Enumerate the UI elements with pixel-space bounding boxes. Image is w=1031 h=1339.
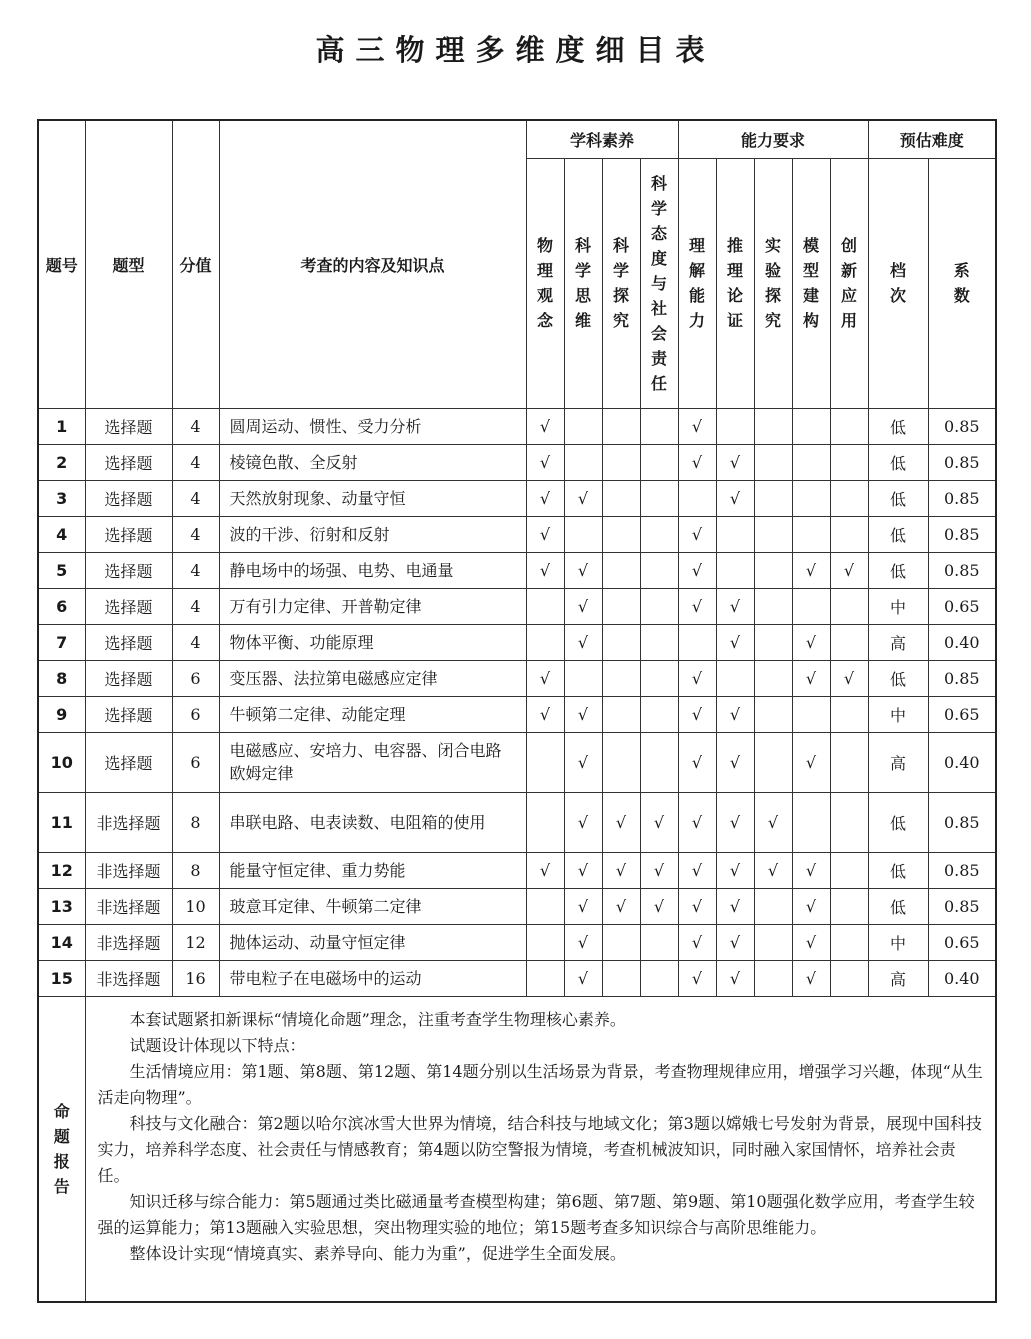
- header-content: 考查的内容及知识点: [219, 120, 526, 408]
- row-no: 10: [38, 732, 85, 792]
- row-type: 选择题: [85, 480, 172, 516]
- check-cell: [640, 516, 678, 552]
- check-cell: [830, 792, 868, 852]
- row-coefficient: 0.85: [928, 792, 996, 852]
- report-paragraph: 科技与文化融合：第2题以哈尔滨冰雪大世界为情境，结合科技与地域文化；第3题以嫦娥七号发射为背景，展现中国科技实力，培养科学态度、社会责任与情感教育；第4题以防空警报为情境，考查机械波知识，同时融入家国情怀，培养社会责任。: [97, 1113, 982, 1185]
- row-score: 12: [172, 924, 219, 960]
- row-score: 4: [172, 480, 219, 516]
- check-cell: [602, 732, 640, 792]
- header-group-literacy: 学科素养: [526, 120, 678, 158]
- check-cell: [716, 516, 754, 552]
- check-mark: √: [716, 624, 754, 660]
- row-level: 低: [868, 516, 928, 552]
- header-modeling: 模型建构: [792, 158, 830, 408]
- check-mark: √: [564, 960, 602, 996]
- row-content: 串联电路、电表读数、电阻箱的使用: [219, 792, 526, 852]
- check-mark: √: [792, 732, 830, 792]
- check-cell: [640, 660, 678, 696]
- check-cell: [640, 732, 678, 792]
- check-mark: √: [564, 852, 602, 888]
- row-level: 低: [868, 480, 928, 516]
- check-mark: √: [564, 624, 602, 660]
- table-row: [38, 480, 996, 516]
- check-mark: √: [564, 696, 602, 732]
- check-cell: [792, 588, 830, 624]
- row-content: 波的干涉、衍射和反射: [219, 516, 526, 552]
- check-cell: [602, 696, 640, 732]
- check-cell: [564, 516, 602, 552]
- check-mark: √: [754, 792, 792, 852]
- check-cell: [602, 408, 640, 444]
- row-coefficient: 0.40: [928, 960, 996, 996]
- row-content: 抛体运动、动量守恒定律: [219, 924, 526, 960]
- header-physics-concept: 物理观念: [526, 158, 564, 408]
- table-row: [38, 960, 996, 996]
- header-scientific-thinking: 科学思维: [564, 158, 602, 408]
- check-mark: √: [792, 552, 830, 588]
- row-level: 低: [868, 792, 928, 852]
- row-content: 圆周运动、惯性、受力分析: [219, 408, 526, 444]
- check-cell: [830, 408, 868, 444]
- row-coefficient: 0.65: [928, 924, 996, 960]
- table-row: [38, 552, 996, 588]
- check-cell: [602, 924, 640, 960]
- report-label: 命题报告: [38, 996, 85, 1302]
- row-type: 非选择题: [85, 924, 172, 960]
- check-cell: [602, 660, 640, 696]
- check-cell: [526, 624, 564, 660]
- check-cell: [602, 960, 640, 996]
- row-content: 带电粒子在电磁场中的运动: [219, 960, 526, 996]
- table-row: [38, 408, 996, 444]
- check-mark: √: [678, 660, 716, 696]
- row-type: 选择题: [85, 660, 172, 696]
- row-level: 低: [868, 444, 928, 480]
- check-cell: [792, 408, 830, 444]
- row-coefficient: 0.65: [928, 696, 996, 732]
- check-mark: √: [564, 792, 602, 852]
- check-mark: √: [678, 888, 716, 924]
- check-cell: [830, 732, 868, 792]
- check-cell: [640, 588, 678, 624]
- check-mark: √: [830, 552, 868, 588]
- row-no: 7: [38, 624, 85, 660]
- table-row: [38, 444, 996, 480]
- row-type: 非选择题: [85, 960, 172, 996]
- header-experiment: 实验探究: [754, 158, 792, 408]
- check-cell: [792, 792, 830, 852]
- check-mark: √: [716, 480, 754, 516]
- check-cell: [830, 924, 868, 960]
- check-mark: √: [716, 732, 754, 792]
- row-type: 选择题: [85, 624, 172, 660]
- row-score: 4: [172, 444, 219, 480]
- row-content: 万有引力定律、开普勒定律: [219, 588, 526, 624]
- check-mark: √: [792, 960, 830, 996]
- check-cell: [754, 444, 792, 480]
- check-mark: √: [678, 960, 716, 996]
- header-type: 题型: [85, 120, 172, 408]
- row-no: 5: [38, 552, 85, 588]
- row-coefficient: 0.85: [928, 444, 996, 480]
- check-cell: [716, 660, 754, 696]
- check-cell: [830, 888, 868, 924]
- check-cell: [792, 480, 830, 516]
- row-type: 选择题: [85, 516, 172, 552]
- check-cell: [602, 588, 640, 624]
- check-cell: [754, 516, 792, 552]
- row-type: 选择题: [85, 732, 172, 792]
- check-cell: [526, 732, 564, 792]
- check-cell: [526, 888, 564, 924]
- check-cell: [640, 480, 678, 516]
- header-coefficient: 系数: [928, 158, 996, 408]
- row-content: 静电场中的场强、电势、电通量: [219, 552, 526, 588]
- header-level: 档次: [868, 158, 928, 408]
- check-mark: √: [678, 552, 716, 588]
- row-no: 9: [38, 696, 85, 732]
- check-mark: √: [792, 660, 830, 696]
- header-group-difficulty: 预估难度: [868, 120, 996, 158]
- row-type: 非选择题: [85, 888, 172, 924]
- row-level: 中: [868, 588, 928, 624]
- header-score: 分值: [172, 120, 219, 408]
- check-mark: √: [640, 852, 678, 888]
- check-cell: [678, 624, 716, 660]
- table-row: [38, 588, 996, 624]
- check-cell: [792, 444, 830, 480]
- check-cell: [754, 696, 792, 732]
- check-cell: [830, 444, 868, 480]
- check-mark: √: [754, 852, 792, 888]
- header-row-groups: [38, 120, 996, 158]
- check-mark: √: [678, 732, 716, 792]
- row-coefficient: 0.85: [928, 660, 996, 696]
- check-mark: √: [526, 408, 564, 444]
- header-reasoning: 推理论证: [716, 158, 754, 408]
- check-mark: √: [716, 696, 754, 732]
- table-row: [38, 924, 996, 960]
- spec-table: [37, 119, 997, 1303]
- table-row: [38, 696, 996, 732]
- check-mark: √: [564, 480, 602, 516]
- check-mark: √: [716, 792, 754, 852]
- header-understanding: 理解能力: [678, 158, 716, 408]
- check-mark: √: [716, 924, 754, 960]
- check-cell: [754, 888, 792, 924]
- check-cell: [602, 552, 640, 588]
- check-cell: [716, 408, 754, 444]
- row-no: 13: [38, 888, 85, 924]
- row-content: 棱镜色散、全反射: [219, 444, 526, 480]
- check-mark: √: [792, 924, 830, 960]
- row-score: 4: [172, 624, 219, 660]
- check-cell: [640, 408, 678, 444]
- row-no: 11: [38, 792, 85, 852]
- check-mark: √: [526, 660, 564, 696]
- check-cell: [526, 924, 564, 960]
- check-cell: [602, 516, 640, 552]
- check-cell: [526, 960, 564, 996]
- check-mark: √: [564, 732, 602, 792]
- check-mark: √: [526, 696, 564, 732]
- row-coefficient: 0.85: [928, 852, 996, 888]
- row-no: 6: [38, 588, 85, 624]
- check-cell: [526, 792, 564, 852]
- check-cell: [640, 924, 678, 960]
- table-row: [38, 852, 996, 888]
- check-mark: √: [678, 444, 716, 480]
- report-row: [38, 996, 996, 1302]
- check-cell: [564, 444, 602, 480]
- header-scientific-inquiry: 科学探究: [602, 158, 640, 408]
- check-mark: √: [716, 960, 754, 996]
- header-no: 题号: [38, 120, 85, 408]
- check-cell: [754, 732, 792, 792]
- check-mark: √: [564, 924, 602, 960]
- check-mark: √: [678, 924, 716, 960]
- check-mark: √: [564, 888, 602, 924]
- check-cell: [678, 480, 716, 516]
- check-mark: √: [526, 444, 564, 480]
- check-cell: [526, 588, 564, 624]
- report-body: [85, 996, 996, 1302]
- row-level: 低: [868, 852, 928, 888]
- check-mark: √: [602, 792, 640, 852]
- check-cell: [830, 588, 868, 624]
- check-mark: √: [526, 516, 564, 552]
- row-no: 4: [38, 516, 85, 552]
- row-type: 选择题: [85, 588, 172, 624]
- check-mark: √: [526, 552, 564, 588]
- table-row: [38, 660, 996, 696]
- row-content: 变压器、法拉第电磁感应定律: [219, 660, 526, 696]
- table-row: [38, 732, 996, 792]
- row-no: 8: [38, 660, 85, 696]
- row-no: 2: [38, 444, 85, 480]
- check-cell: [754, 924, 792, 960]
- row-content: 天然放射现象、动量守恒: [219, 480, 526, 516]
- row-coefficient: 0.40: [928, 732, 996, 792]
- check-mark: √: [526, 852, 564, 888]
- check-cell: [792, 696, 830, 732]
- check-mark: √: [678, 696, 716, 732]
- row-level: 低: [868, 408, 928, 444]
- row-level: 高: [868, 732, 928, 792]
- report-paragraph: 生活情境应用：第1题、第8题、第12题、第14题分别以生活场景为背景，考查物理规律应用，增强学习兴趣，体现“从生活走向物理”。: [97, 1061, 983, 1107]
- page-title: 高三物理多维度细目表: [315, 33, 716, 67]
- check-cell: [602, 444, 640, 480]
- check-cell: [792, 516, 830, 552]
- check-mark: √: [830, 660, 868, 696]
- check-cell: [754, 552, 792, 588]
- report-paragraph: 知识迁移与综合能力：第5题通过类比磁通量考查模型构建；第6题、第7题、第9题、第10题强化数学应用，考查学生较强的运算能力；第13题融入实验思想，突出物理实验的地位；第15题考查多知识综合与高阶思维能力。: [97, 1191, 975, 1237]
- header-group-ability: 能力要求: [678, 120, 868, 158]
- check-mark: √: [602, 888, 640, 924]
- check-cell: [830, 480, 868, 516]
- check-mark: √: [678, 408, 716, 444]
- row-level: 中: [868, 696, 928, 732]
- check-mark: √: [640, 792, 678, 852]
- table-row: [38, 516, 996, 552]
- check-mark: √: [716, 444, 754, 480]
- check-mark: √: [792, 624, 830, 660]
- check-cell: [640, 624, 678, 660]
- check-cell: [564, 408, 602, 444]
- check-mark: √: [678, 516, 716, 552]
- row-coefficient: 0.85: [928, 516, 996, 552]
- row-content: 物体平衡、功能原理: [219, 624, 526, 660]
- row-score: 4: [172, 516, 219, 552]
- row-coefficient: 0.65: [928, 588, 996, 624]
- check-mark: √: [716, 852, 754, 888]
- row-score: 10: [172, 888, 219, 924]
- check-mark: √: [792, 888, 830, 924]
- row-score: 4: [172, 408, 219, 444]
- row-content: 电磁感应、安培力、电容器、闭合电路欧姆定律: [219, 732, 526, 792]
- row-coefficient: 0.85: [928, 552, 996, 588]
- check-cell: [716, 552, 754, 588]
- check-cell: [640, 960, 678, 996]
- row-score: 4: [172, 552, 219, 588]
- check-cell: [830, 624, 868, 660]
- row-coefficient: 0.40: [928, 624, 996, 660]
- row-no: 14: [38, 924, 85, 960]
- check-mark: √: [602, 852, 640, 888]
- check-cell: [754, 660, 792, 696]
- header-innovation: 创新应用: [830, 158, 868, 408]
- check-cell: [830, 852, 868, 888]
- check-cell: [640, 696, 678, 732]
- check-mark: √: [678, 588, 716, 624]
- table-row: [38, 792, 996, 852]
- row-level: 低: [868, 888, 928, 924]
- row-coefficient: 0.85: [928, 480, 996, 516]
- report-paragraph: 试题设计体现以下特点：: [129, 1035, 306, 1055]
- check-mark: √: [716, 888, 754, 924]
- row-no: 1: [38, 408, 85, 444]
- row-score: 6: [172, 660, 219, 696]
- row-level: 高: [868, 624, 928, 660]
- row-type: 选择题: [85, 444, 172, 480]
- row-type: 选择题: [85, 408, 172, 444]
- report-paragraph: 整体设计实现“情境真实、素养导向、能力为重”，促进学生全面发展。: [129, 1243, 626, 1263]
- row-type: 选择题: [85, 552, 172, 588]
- row-score: 6: [172, 732, 219, 792]
- check-mark: √: [564, 588, 602, 624]
- row-score: 8: [172, 852, 219, 888]
- check-cell: [830, 516, 868, 552]
- row-score: 16: [172, 960, 219, 996]
- row-content: 牛顿第二定律、动能定理: [219, 696, 526, 732]
- check-cell: [830, 696, 868, 732]
- row-level: 高: [868, 960, 928, 996]
- check-mark: √: [640, 888, 678, 924]
- check-cell: [754, 480, 792, 516]
- row-coefficient: 0.85: [928, 888, 996, 924]
- check-cell: [754, 588, 792, 624]
- check-mark: √: [678, 792, 716, 852]
- check-cell: [602, 480, 640, 516]
- check-cell: [602, 624, 640, 660]
- check-cell: [564, 660, 602, 696]
- row-no: 3: [38, 480, 85, 516]
- row-no: 15: [38, 960, 85, 996]
- row-score: 4: [172, 588, 219, 624]
- check-cell: [640, 552, 678, 588]
- row-content: 玻意耳定律、牛顿第二定律: [219, 888, 526, 924]
- check-cell: [754, 624, 792, 660]
- row-coefficient: 0.85: [928, 408, 996, 444]
- row-score: 6: [172, 696, 219, 732]
- row-no: 12: [38, 852, 85, 888]
- row-score: 8: [172, 792, 219, 852]
- check-mark: √: [716, 588, 754, 624]
- report-paragraph: 本套试题紧扣新课标“情境化命题”理念，注重考查学生物理核心素养。: [129, 1009, 626, 1029]
- row-level: 低: [868, 660, 928, 696]
- check-cell: [754, 408, 792, 444]
- row-type: 选择题: [85, 696, 172, 732]
- table-row: [38, 624, 996, 660]
- check-mark: √: [564, 552, 602, 588]
- row-type: 非选择题: [85, 792, 172, 852]
- row-level: 中: [868, 924, 928, 960]
- row-level: 低: [868, 552, 928, 588]
- row-content: 能量守恒定律、重力势能: [219, 852, 526, 888]
- check-mark: √: [678, 852, 716, 888]
- row-type: 非选择题: [85, 852, 172, 888]
- header-scientific-attitude: 科学态度与社会责任: [640, 158, 678, 408]
- check-mark: √: [792, 852, 830, 888]
- table-row: [38, 888, 996, 924]
- check-mark: √: [526, 480, 564, 516]
- check-cell: [640, 444, 678, 480]
- check-cell: [754, 960, 792, 996]
- check-cell: [830, 960, 868, 996]
